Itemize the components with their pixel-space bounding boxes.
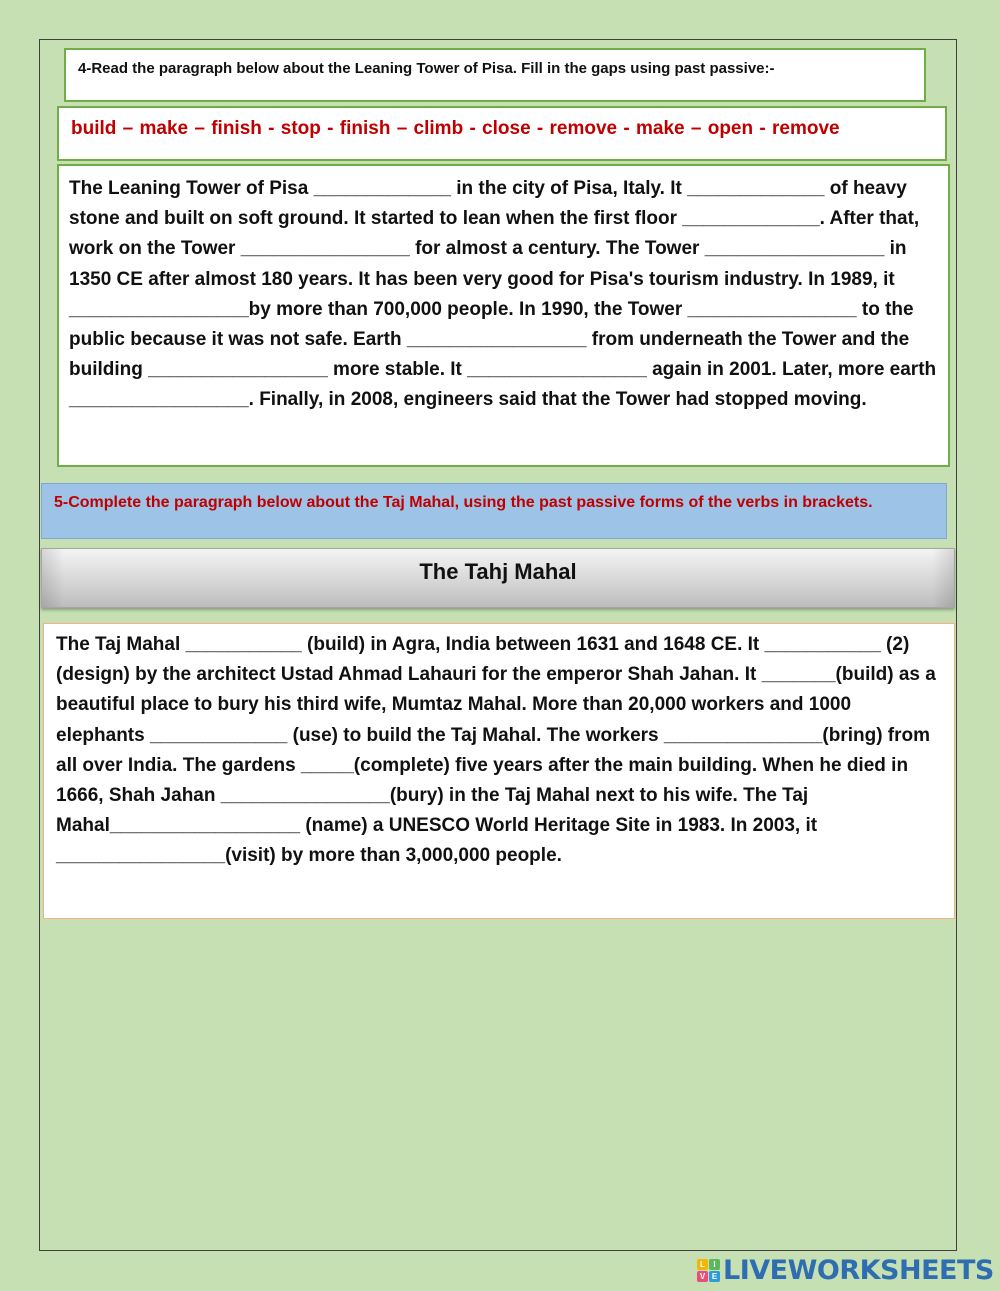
logo-letter-i: I [709,1259,720,1270]
logo-letter-v: V [697,1271,708,1282]
exercise5-title: The Tahj Mahal [41,548,955,608]
liveworksheets-logo[interactable] [697,1254,994,1286]
exercise4-paragraph: The Leaning Tower of Pisa _____________ in the city of Pisa, Italy. It _____________ of heavy stone and built on soft ground. It started to lean when the first floor _____________. After that, work on the Tower ________________ for almost a century. The Tower _________________ in 1350 CE after almost 180 years. It has been very good for Pisa's tourism industry. In 1989, it _________________by more than 700,000 people. In 1990, the Tower ________________ to the public because it was not safe. Earth _________________ from underneath the Tower and the building _________________ more stable. It _________________ again in 2001. Later, more earth _________________. Finally, in 2008, engineers said that the Tower had stopped moving. [57,164,950,467]
exercise4-instruction: 4-Read the paragraph below about the Leaning Tower of Pisa. Fill in the gaps using past passive:- [64,48,926,102]
logo-icon [697,1259,720,1282]
logo-letter-e: E [709,1271,720,1282]
logo-text: LIVEWORKSHEETS [723,1254,994,1286]
logo-letter-l: L [697,1259,708,1270]
exercise4-word-bank: build – make – finish - stop - finish – climb - close - remove - make – open - remove [57,106,947,161]
exercise5-paragraph: The Taj Mahal ___________ (build) in Agra, India between 1631 and 1648 CE. It ___________ (2) (design) by the architect Ustad Ahmad Lahauri for the emperor Shah Jahan. It _______(build) as a beautiful place to bury his third wife, Mumtaz Mahal. More than 20,000 workers and 1000 elephants _____________ (use) to build the Taj Mahal. The workers _______________(bring) from all over India. The gardens _____(complete) five years after the main building. When he died in 1666, Shah Jahan ________________(bury) in the Taj Mahal next to his wife. The Taj Mahal__________________ (name) a UNESCO World Heritage Site in 1983. In 2003, it ________________(visit) by more than 3,000,000 people. [43,623,955,919]
exercise5-instruction: 5-Complete the paragraph below about the Taj Mahal, using the past passive forms of the verbs in brackets. [41,483,947,539]
